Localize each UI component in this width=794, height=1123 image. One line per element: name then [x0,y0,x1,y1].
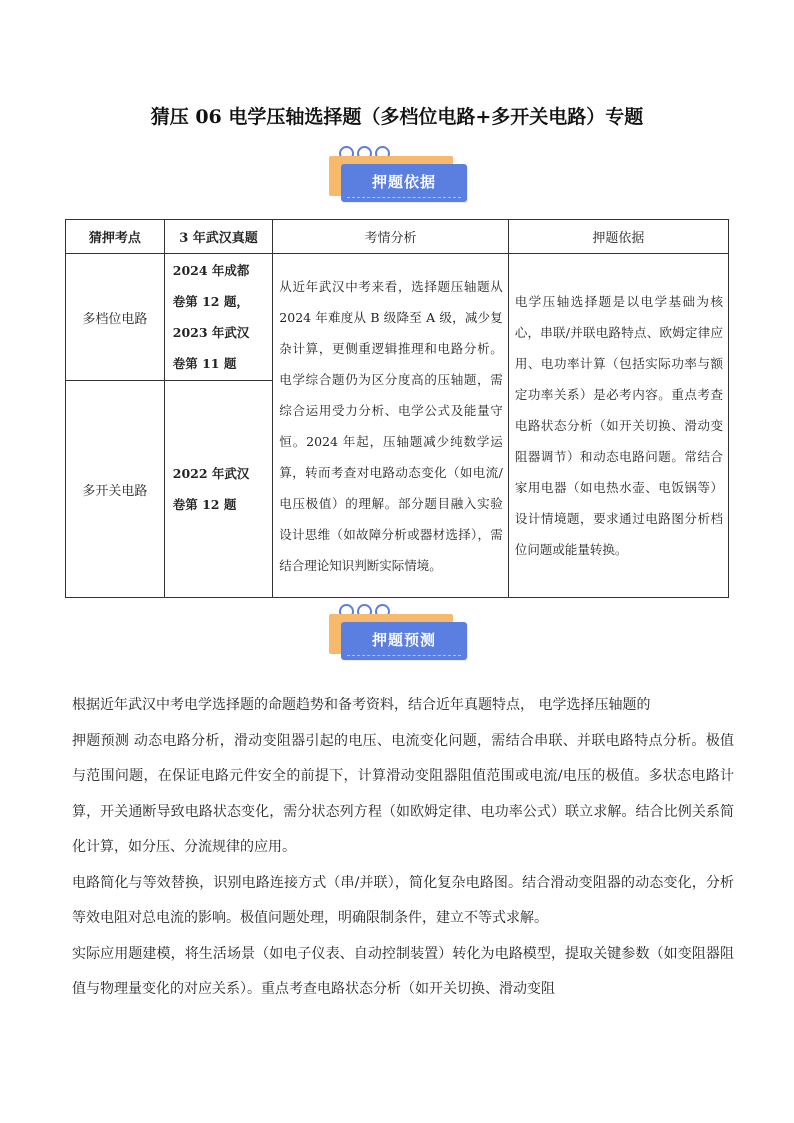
year-line: 2024 年成都 [172,263,250,278]
paragraph: 押题预测 动态电路分析，滑动变阻器引起的电压、电流变化问题，需结合串联、并联电路特点分析。极值与范围问题，在保证电路元件安全的前提下，计算滑动变阻器阻值范围或电流/电压的极值。多状态电路计算，开关通断导致电路状态变化，需分状态列方程（如欧姆定律、电功率公式）联立求解。结合比例关系简化计算，如分压、分流规律的应用。 [72,732,734,855]
basis-cell: 电学压轴选择题是以电学基础为核心，串联/并联电路特点、欧姆定律应用、电功率计算（包括实际功率与额定功率关系）是必考内容。重点考查电路状态分析（如开关切换、滑动变阻器调节）和动态电路问题。常结合家用电器（如电热水壶、电饭锅等）设计情境题，要求通过电路图分析档位问题或能量转换。 [508,254,728,598]
forecast-body [72,688,734,1008]
year-line: 2022 年武汉 [172,466,250,481]
paragraph-line: 根据近年武汉中考电学选择题的命题趋势和备考资料，结合近年真题特点， 电学选择压轴题的 [72,697,651,713]
section-badge-forecast [329,604,469,662]
analysis-table [65,219,729,598]
section-badge-basis [329,146,469,204]
paragraph: 实际应用题建模，将生活场景（如电子仪表、自动控制装置）转化为电路模型，提取关键参数（如变阻器阻值与物理量变化的对应关系）。重点考查电路状态分析（如开关切换、滑动变阻 [72,945,734,997]
year-line: 卷第 11 题 [172,356,237,371]
table-row [66,254,729,381]
year-line: 2023 年武汉 [172,325,250,340]
years-cell [164,381,273,598]
header-topic: 猜押考点 [66,220,165,254]
topic-cell: 多档位电路 [66,254,165,381]
paragraph: 电路简化与等效替换，识别电路连接方式（串/并联），简化复杂电路图。结合滑动变阻器的动态变化，分析等效电阻对总电流的影响。极值问题处理，明确限制条件，建立不等式求解。 [72,874,734,926]
analysis-cell: 从近年武汉中考来看，选择题压轴题从 2024 年难度从 B 级降至 A 级，减少复杂计算，更侧重逻辑推理和电路分析。电学综合题仍为区分度高的压轴题，需综合运用受力分析、电学公式及能量守恒。2024 年起，压轴题减少纯数学运算，转而考查对电路动态变化（如电流/电压极值）的理解。部分题目融入实验设计思维（如故障分析或器材选择），需结合理论知识判断实际情境。 [273,254,509,598]
badge-label: 押题预测 [371,631,436,649]
header-years: 3 年武汉真题 [164,220,273,254]
page-title: 猜压 06 电学压轴选择题（多档位电路+多开关电路）专题 [150,106,644,128]
topic-cell: 多开关电路 [66,381,165,598]
year-line: 卷第 12 题， [172,294,249,309]
years-cell [164,254,273,381]
header-basis: 押题依据 [508,220,728,254]
year-line: 卷第 12 题 [172,497,237,512]
header-analysis: 考情分析 [273,220,509,254]
badge-label: 押题依据 [371,173,436,191]
table-header-row [66,220,729,254]
